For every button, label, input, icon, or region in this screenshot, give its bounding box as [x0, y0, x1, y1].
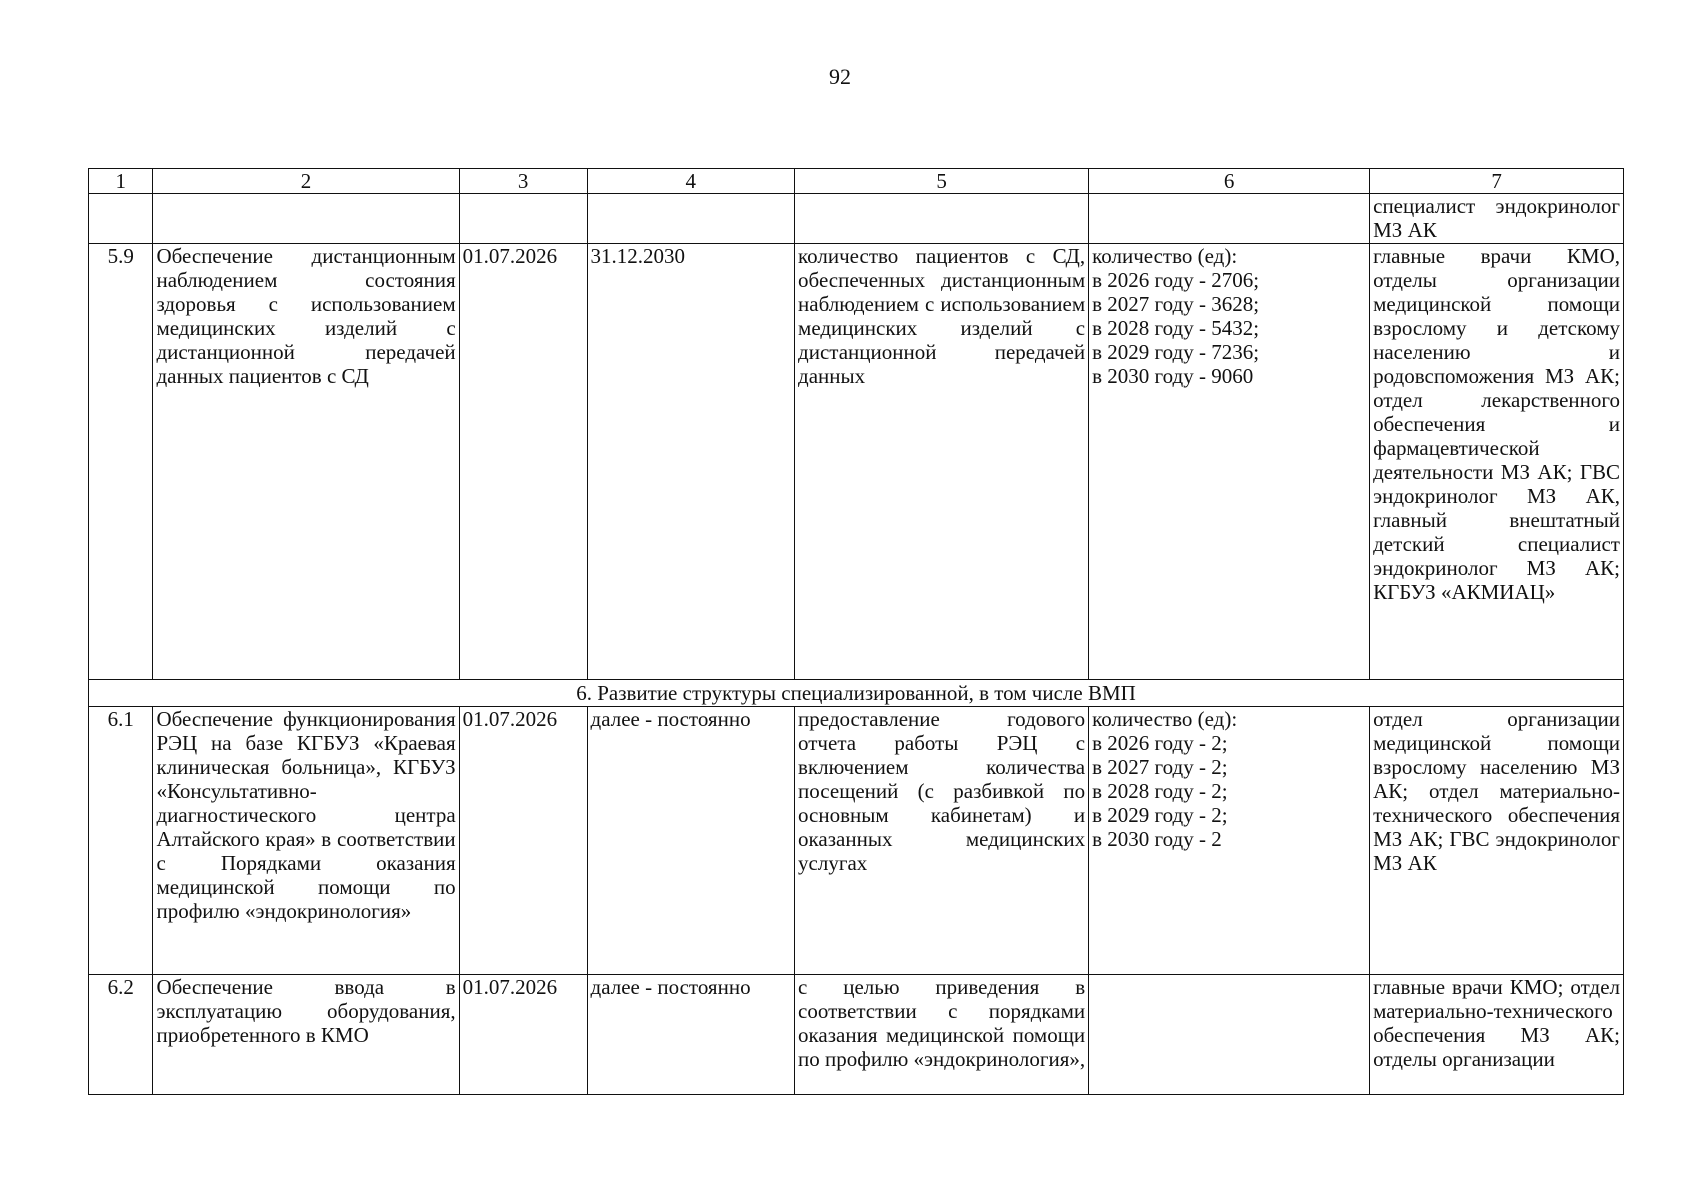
- values-line: в 2027 году - 2;: [1092, 755, 1228, 779]
- header-col-4: 4: [587, 169, 794, 194]
- indicator-text: количество пациентов с СД, обеспеченных дистанционным наблюдением с использованием медицинских изделий с дистанционной передачей данных: [795, 244, 1089, 680]
- continuation-cell-4: [587, 194, 794, 244]
- header-col-5: 5: [795, 169, 1089, 194]
- values-line: количество (ед):: [1092, 707, 1238, 731]
- row-number: 6.1: [89, 707, 153, 975]
- header-col-1: 1: [89, 169, 153, 194]
- measure-name: Обеспечение ввода в эксплуатацию оборудования, приобретенного в КМО: [153, 975, 459, 1095]
- values-line: в 2028 году - 5432;: [1092, 316, 1260, 340]
- header-col-3: 3: [459, 169, 587, 194]
- measure-name: Обеспечение дистанционным наблюдением состояния здоровья с использованием медицинских изделий с дистанционной передачей данных пациентов с СД: [153, 244, 459, 680]
- continuation-cell-6: [1089, 194, 1370, 244]
- measure-name: Обеспечение функционирования РЭЦ на базе КГБУЗ «Краевая клиническая больница», КГБУЗ «Консультативно-диагностического центра Алтайского края» в соответствии с Порядками оказания медицинской помощи по профилю «эндокринология»: [153, 707, 459, 975]
- indicator-text: с целью приведения в соответствии с порядками оказания медицинской помощи по профилю «эндокринология»,: [795, 975, 1089, 1095]
- values-line: в 2026 году - 2;: [1092, 731, 1228, 755]
- responsible-executors: главные врачи КМО; отдел материально-технического обеспечения МЗ АК; отделы организации: [1370, 975, 1624, 1095]
- indicator-values: [1089, 244, 1370, 680]
- continuation-row: [89, 194, 1624, 244]
- values-line: в 2029 году - 7236;: [1092, 340, 1260, 364]
- values-line: в 2028 году - 2;: [1092, 779, 1228, 803]
- continuation-cell-3: [459, 194, 587, 244]
- end-date: далее - постоянно: [587, 707, 794, 975]
- start-date: 01.07.2026: [459, 244, 587, 680]
- table-row-5-9: [89, 244, 1624, 680]
- table-row-6-1: [89, 707, 1624, 975]
- section-title: 6. Развитие структуры специализированной, в том числе ВМП: [89, 680, 1624, 707]
- indicator-values: [1089, 975, 1370, 1095]
- responsible-executors: главные врачи КМО, отделы организации медицинской помощи взрослому и детскому населению и родовспоможения МЗ АК; отдел лекарственного обеспечения и фармацевтической деятельности МЗ АК; ГВС эндокринолог МЗ АК, главный внештатный детский специалист эндокринолог МЗ АК; КГБУЗ «АКМИАЦ»: [1370, 244, 1624, 680]
- values-line: в 2030 году - 2: [1092, 827, 1222, 851]
- indicator-text: предоставление годового отчета работы РЭЦ с включением количества посещений (с разбивкой по основным кабинетам) и оказанных медицинских услугах: [795, 707, 1089, 975]
- responsible-executors: отдел организации медицинской помощи взрослому населению МЗ АК; отдел материально-технического обеспечения МЗ АК; ГВС эндокринолог МЗ АК: [1370, 707, 1624, 975]
- continuation-cell-5: [795, 194, 1089, 244]
- plan-table: [88, 168, 1624, 1095]
- row-number: 6.2: [89, 975, 153, 1095]
- header-col-6: 6: [1089, 169, 1370, 194]
- end-date: далее - постоянно: [587, 975, 794, 1095]
- values-line: количество (ед):: [1092, 244, 1238, 268]
- start-date: 01.07.2026: [459, 707, 587, 975]
- header-col-2: 2: [153, 169, 459, 194]
- start-date: 01.07.2026: [459, 975, 587, 1095]
- page-number: 92: [829, 64, 851, 89]
- section-heading-row: [89, 680, 1624, 707]
- column-number-row: [89, 169, 1624, 194]
- row-number: 5.9: [89, 244, 153, 680]
- continuation-cell-2: [153, 194, 459, 244]
- end-date: 31.12.2030: [587, 244, 794, 680]
- values-line: в 2026 году - 2706;: [1092, 268, 1260, 292]
- continuation-responsible: специалист эндокринолог МЗ АК: [1370, 194, 1624, 244]
- indicator-values: [1089, 707, 1370, 975]
- values-line: в 2030 году - 9060: [1092, 364, 1254, 388]
- continuation-cell-1: [89, 194, 153, 244]
- values-line: в 2027 году - 3628;: [1092, 292, 1260, 316]
- table-row-6-2: [89, 975, 1624, 1095]
- values-line: в 2029 году - 2;: [1092, 803, 1228, 827]
- header-col-7: 7: [1370, 169, 1624, 194]
